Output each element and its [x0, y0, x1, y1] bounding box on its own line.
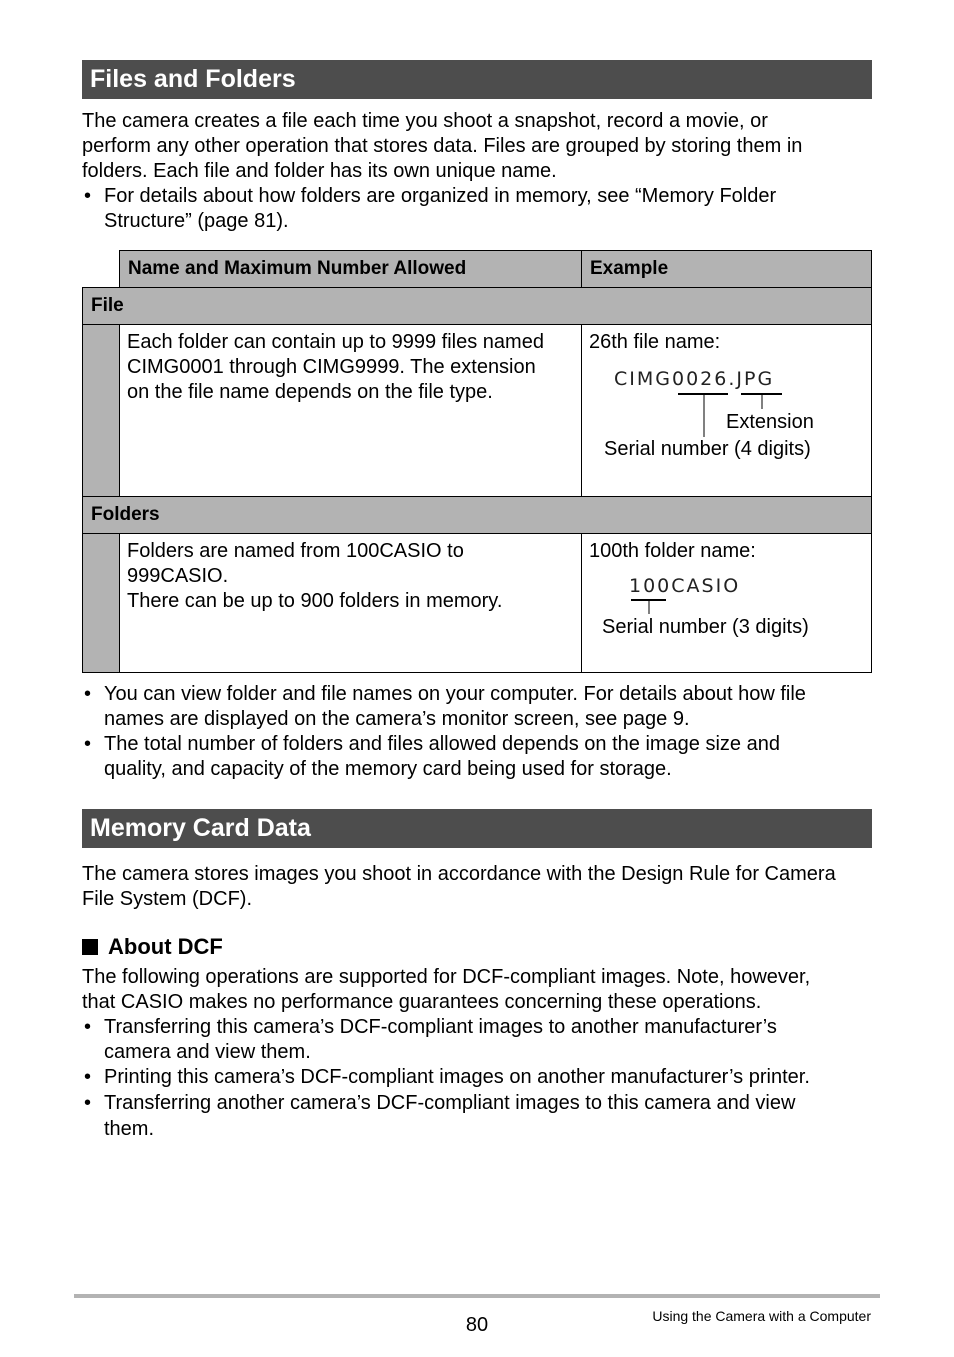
table-gray-spacer: [82, 533, 120, 673]
file-example-name: CIMG0026.JPG: [614, 368, 775, 390]
table-header-example: Example: [581, 250, 872, 288]
file-serial-label: Serial number (4 digits): [604, 438, 811, 460]
folder-example-title: 100th folder name:: [589, 540, 756, 562]
folder-example-cell: [581, 533, 872, 673]
list-item: • Transferring another camera’s DCF-compliant images to this camera and view them.: [84, 1092, 796, 1140]
list-item: • Transferring this camera’s DCF-compliant images to another manufacturer’s camera and view them.: [84, 1016, 777, 1063]
files-intro-paragraph: The camera creates a file each time you shoot a snapshot, record a movie, or perform any other operation that stores data. Files are grouped by storing them in folders. Each file and folder has its own unique name.: [82, 110, 803, 182]
file-example-cell: [581, 324, 872, 497]
list-item: • For details about how folders are organized in memory, see “Memory Folder Structure” (page 81).: [84, 185, 777, 232]
dcf-bullet-list: [82, 1015, 872, 1142]
files-bullet-list: [82, 184, 872, 234]
notes-bullet-list: [82, 682, 872, 782]
file-example-title: 26th file name:: [589, 331, 721, 353]
table-header-name: Name and Maximum Number Allowed: [119, 250, 619, 288]
section-title-files-and-folders: Files and Folders: [82, 60, 872, 99]
dcf-intro-paragraph: The following operations are supported for DCF-compliant images. Note, however, that CASIO makes no performance guarantees concerning these operations.: [82, 966, 811, 1013]
subhead-about-dcf: About DCF: [82, 933, 223, 961]
folder-name-annotation-lines: [582, 534, 871, 672]
table-section-file: File: [82, 287, 872, 325]
section-title-memory-card-data: Memory Card Data: [82, 809, 872, 848]
footer-chapter-title: Using the Camera with a Computer: [652, 1308, 871, 1324]
folder-serial-label: Serial number (3 digits): [602, 616, 809, 638]
footer-divider: [74, 1294, 880, 1298]
table-gray-spacer: [82, 324, 120, 497]
file-description-cell: Each folder can contain up to 9999 files named CIMG0001 through CIMG9999. The extension on the file name depends on the file type.: [119, 324, 582, 497]
files-folders-table: [82, 250, 872, 673]
memory-intro-paragraph: The camera stores images you shoot in accordance with the Design Rule for Camera File System (DCF).: [82, 863, 836, 910]
list-item: • Printing this camera’s DCF-compliant images on another manufacturer’s printer.: [84, 1066, 810, 1088]
list-item: • The total number of folders and files allowed depends on the image size and quality, and capacity of the memory card being used for storage.: [84, 733, 780, 780]
table-section-folders: Folders: [82, 496, 872, 534]
list-item: • You can view folder and file names on your computer. For details about how file names are displayed on the camera’s monitor screen, see page 9.: [84, 683, 806, 730]
folder-example-name: 100CASIO: [629, 575, 741, 597]
page-number: 80: [465, 1314, 489, 1336]
extension-label: Extension: [726, 411, 814, 433]
folder-description-cell: Folders are named from 100CASIO to 999CASIO. There can be up to 900 folders in memory.: [119, 533, 582, 673]
square-bullet-icon: [82, 939, 98, 955]
